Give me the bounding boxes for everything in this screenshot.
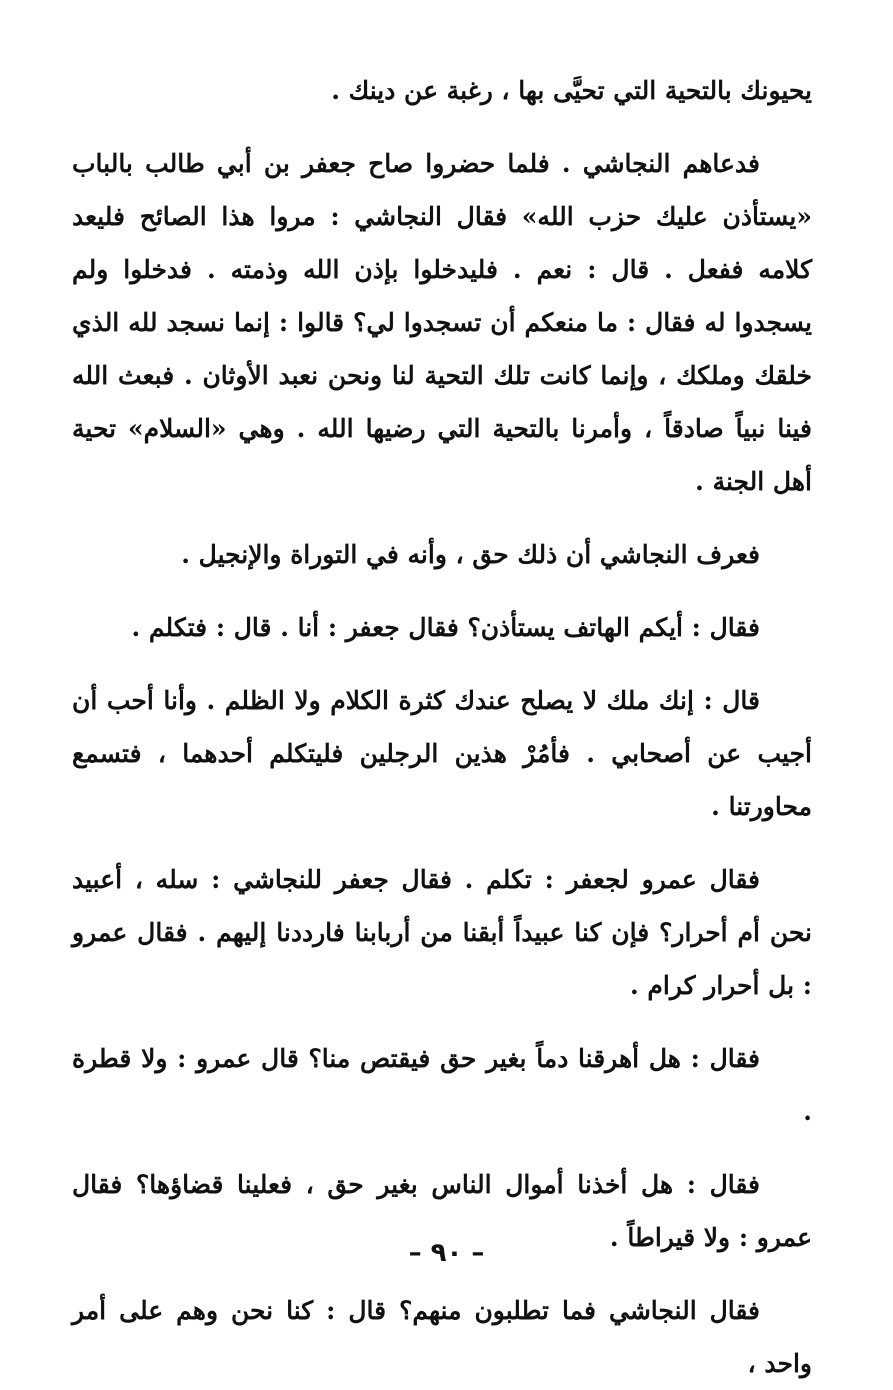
paragraph-4: فقال : أيكم الهاتف يستأذن؟ فقال جعفر : أنا . قال : فتكلم . bbox=[131, 613, 760, 642]
page-body bbox=[72, 64, 812, 1378]
paragraph-9: فقال النجاشي فما تطلبون منهم؟ قال : كنا نحن وهم على أمر واحد ، bbox=[72, 1296, 812, 1378]
page-number: – ٩٠ – bbox=[408, 1238, 485, 1268]
paragraph-5: قال : إنك ملك لا يصلح عندك كثرة الكلام ولا الظلم . وأنا أحب أن أجيب عن أصحابي . فأمُرْ هذين الرجلين فليتكلم أحدهما ، فتسمع محاورتنا . bbox=[72, 686, 812, 821]
paragraph-1: يحيونك بالتحية التي تحيَّى بها ، رغبة عن دينك . bbox=[331, 76, 812, 105]
paragraph-6: فقال عمرو لجعفر : تكلم . فقال جعفر للنجاشي : سله ، أعبيد نحن أم أحرار؟ فإن كنا عبيداً أبقنا من أربابنا فارددنا إليهم . فقال عمرو : بل أحرار كرام . bbox=[72, 865, 812, 1000]
paragraph-7: فقال : هل أهرقنا دماً بغير حق فيقتص منا؟ قال عمرو : ولا قطرة . bbox=[72, 1044, 812, 1126]
paragraph-2: فدعاهم النجاشي . فلما حضروا صاح جعفر بن أبي طالب بالباب «يستأذن عليك حزب الله» فقال النجاشي : مروا هذا الصائح فليعد كلامه ففعل . قال : نعم . فليدخلوا بإذن الله وذمته . فدخلوا ولم يسجدوا له فقال : ما منعكم أن تسجدوا لي؟ قالوا : إنما نسجد لله الذي خلقك وملكك ، وإنما كانت تلك التحية لنا ونحن نعبد الأوثان . فبعث الله فينا نبياً صادقاً ، وأمرنا بالتحية التي رضيها الله . وهي «السلام» تحية أهل الجنة . bbox=[72, 149, 812, 496]
paragraph-8: فقال : هل أخذنا أموال الناس بغير حق ، فعلينا قضاؤها؟ فقال عمرو : ولا قيراطاً . bbox=[72, 1170, 812, 1252]
paragraph-3: فعرف النجاشي أن ذلك حق ، وأنه في التوراة والإنجيل . bbox=[181, 540, 760, 569]
